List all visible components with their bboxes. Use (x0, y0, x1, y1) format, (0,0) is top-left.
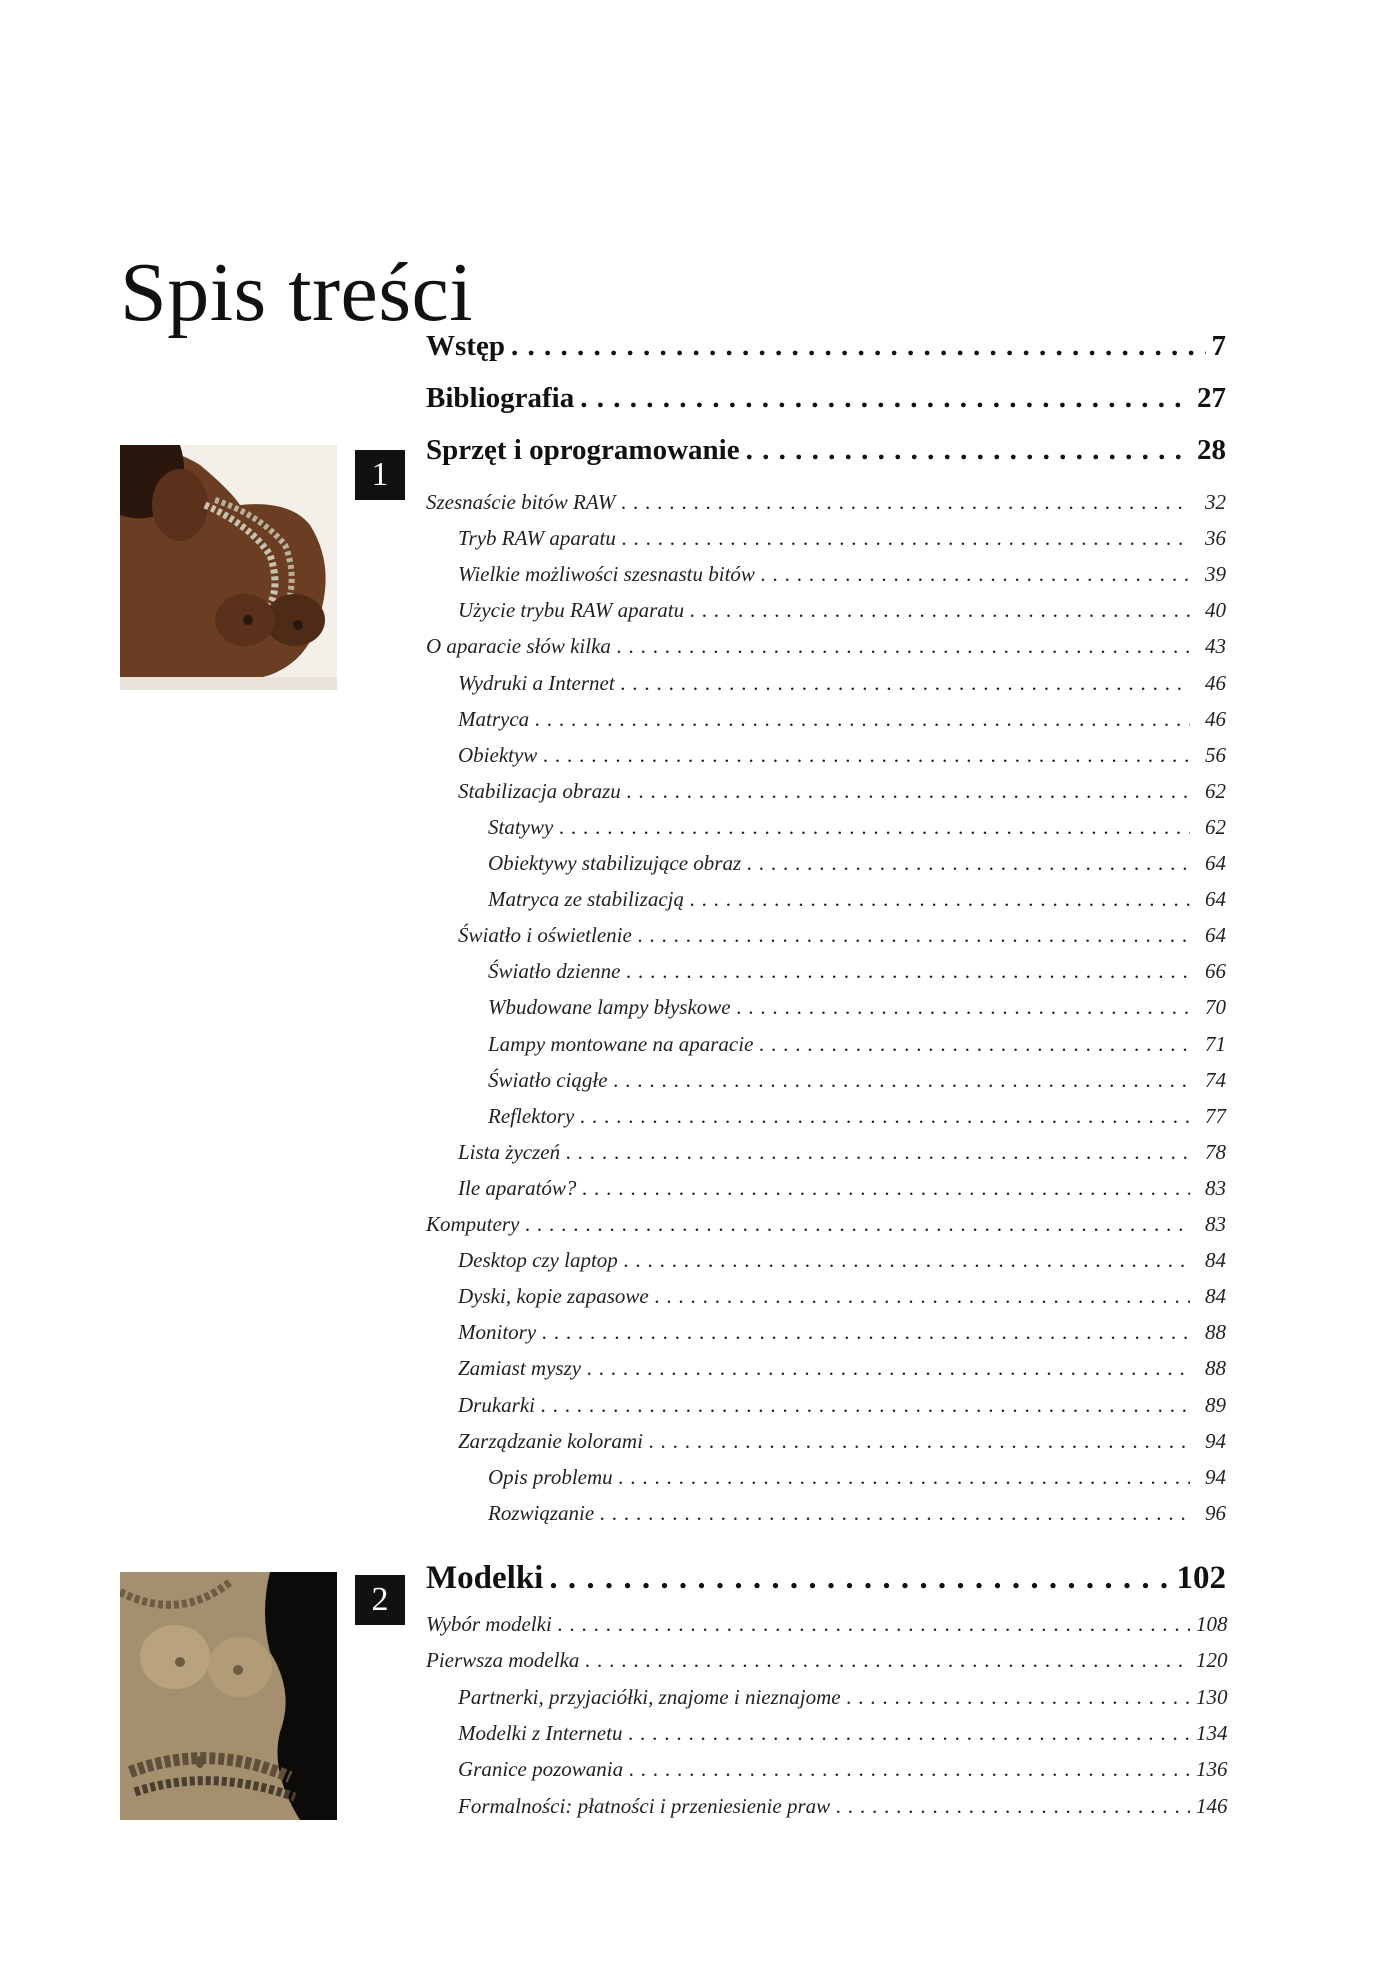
toc-entry[interactable] (426, 490, 1226, 520)
toc-entry-label: Światło ciągłe (488, 1067, 608, 1092)
toc-entry[interactable] (426, 1501, 1226, 1531)
toc-entry[interactable] (426, 1393, 1226, 1423)
chapter-photo-2 (120, 1572, 337, 1820)
toc-entry[interactable] (426, 1648, 1226, 1678)
toc-entry-label: Desktop czy laptop (458, 1248, 618, 1273)
toc-entry-page: 94 (1205, 1464, 1226, 1489)
toc-entry-label: Wbudowane lampy błyskowe (488, 995, 731, 1020)
toc-entry-page: 120 (1196, 1648, 1228, 1673)
toc-entry-label: Statywy (488, 814, 554, 839)
toc-entry[interactable] (426, 1140, 1226, 1170)
toc-entry[interactable] (426, 1794, 1226, 1824)
toc-entry-label: Komputery (426, 1212, 520, 1236)
toc-entry-page: 83 (1205, 1212, 1226, 1236)
toc-entry[interactable] (426, 671, 1226, 701)
toc-entry-label: Zarządzanie kolorami (458, 1428, 643, 1453)
toc-entry-page: 88 (1205, 1356, 1226, 1381)
toc-entry-label: Wybór modelki (426, 1612, 552, 1636)
toc-entry-page: 56 (1205, 742, 1226, 767)
toc-entry-page: 88 (1205, 1320, 1226, 1345)
toc-entry-page: 74 (1205, 1067, 1226, 1092)
toc-entry-main[interactable]: Wstęp . . . 7 (426, 330, 1226, 370)
toc-entry-label: Wielkie możliwości szesnastu bitów (458, 562, 755, 587)
toc-entry[interactable] (426, 1757, 1226, 1787)
toc-entry-label: Drukarki (458, 1392, 535, 1417)
toc-entry-page: 66 (1205, 959, 1226, 984)
toc-entry-page: 94 (1205, 1428, 1226, 1453)
toc-entry[interactable] (426, 1032, 1226, 1062)
toc-entry[interactable] (426, 1212, 1226, 1242)
toc-entry-page: 43 (1205, 634, 1226, 659)
toc-entry-page: 77 (1205, 1103, 1226, 1128)
toc-entry[interactable] (426, 779, 1226, 809)
toc-entry[interactable] (426, 562, 1226, 592)
toc-entry-label: Tryb RAW aparatu (458, 526, 616, 551)
toc-entry[interactable] (426, 923, 1226, 953)
toc-entry[interactable] (426, 1176, 1226, 1206)
toc-entry[interactable] (426, 887, 1226, 917)
toc-entry-label: Użycie trybu RAW aparatu (458, 598, 685, 623)
toc-entry[interactable] (426, 995, 1226, 1025)
toc-entry-page: 36 (1205, 526, 1226, 551)
toc-entry-label: Obiektywy stabilizujące obraz (488, 851, 742, 875)
toc-entry-page: 71 (1205, 1031, 1226, 1056)
toc-entry-label: Matryca (458, 706, 530, 731)
toc-entry-page: 89 (1205, 1392, 1226, 1417)
toc-entry-page: 136 (1196, 1757, 1228, 1782)
toc-entry[interactable] (426, 1612, 1226, 1642)
toc-entry[interactable] (426, 815, 1226, 845)
toc-entry-label: Światło dzienne (488, 959, 621, 984)
toc-entry-page: 84 (1205, 1248, 1226, 1273)
toc-entry[interactable] (426, 959, 1226, 989)
toc-entry[interactable] (426, 526, 1226, 556)
toc-entry-label: Ile aparatów? (458, 1175, 577, 1200)
toc-entry[interactable] (426, 634, 1226, 664)
toc-entry-page: 62 (1205, 778, 1226, 803)
toc-entry-page: 64 (1205, 887, 1226, 912)
toc-entry-page: 40 (1205, 598, 1226, 623)
toc-entry-label: Modelki z Internetu (458, 1720, 623, 1745)
toc-entry-page: 64 (1205, 923, 1226, 948)
chapter-number-1: 1 (355, 450, 405, 500)
toc-entry[interactable] (426, 1284, 1226, 1314)
toc-entry-page: 32 (1205, 490, 1226, 514)
toc-entry[interactable] (426, 1721, 1226, 1751)
toc-entry-label: Wydruki a Internet (458, 670, 615, 695)
toc-entry-label: O aparacie słów kilka (426, 634, 611, 659)
toc-entry-label: Reflektory (488, 1103, 575, 1128)
toc-entry-label: Monitory (458, 1320, 537, 1345)
chapter-photo-1 (120, 445, 337, 690)
toc-entry-label: Lampy montowane na aparacie (488, 1031, 754, 1056)
toc-entry-label: Rozwiązanie (488, 1500, 595, 1525)
toc-entry[interactable] (426, 1248, 1226, 1278)
toc-entry-main[interactable]: Bibliografia . . . 27 (426, 382, 1226, 422)
toc-entry[interactable] (426, 598, 1226, 628)
toc-entry-label: Formalności: płatności i przeniesienie praw (458, 1793, 831, 1818)
toc-entry-page: 39 (1205, 562, 1226, 587)
toc-entry-label: Dyski, kopie zapasowe (458, 1284, 649, 1309)
toc-entry-label: Partnerki, przyjaciółki, znajome i nieznajome (458, 1684, 841, 1709)
toc-entry-page: 78 (1205, 1139, 1226, 1164)
toc-entry-label: Szesnaście bitów RAW (426, 490, 616, 514)
toc-entry[interactable] (426, 1320, 1226, 1350)
toc-entry-chapter-1[interactable]: Sprzęt i oprogramowanie . . . 28 (426, 434, 1226, 474)
toc-entry[interactable] (426, 1465, 1226, 1495)
toc-entry-page: 46 (1205, 706, 1226, 731)
toc-entry-label: Pierwsza modelka (426, 1648, 580, 1673)
toc-entry-page: 46 (1205, 670, 1226, 695)
toc-entry-label: Zamiast myszy (458, 1356, 582, 1381)
toc-entry-page: 134 (1196, 1720, 1228, 1745)
toc-entry[interactable] (426, 1104, 1226, 1134)
toc-entry-page: 146 (1196, 1793, 1228, 1818)
toc-entry-page: 83 (1205, 1175, 1226, 1200)
toc-entry-label: Obiektyw (458, 742, 538, 767)
toc-entry-label: Opis problemu (488, 1464, 613, 1489)
toc-entry-page: 84 (1205, 1284, 1226, 1309)
toc-entry[interactable] (426, 1685, 1226, 1715)
chapter-number-2: 2 (355, 1575, 405, 1625)
toc-entry-label: Stabilizacja obrazu (458, 778, 621, 803)
toc-entry-page: 64 (1205, 851, 1226, 875)
toc-entry[interactable] (426, 743, 1226, 773)
toc-entry-label: Światło i oświetlenie (458, 923, 632, 948)
toc-entry-page: 62 (1205, 814, 1226, 839)
toc-entry-label: Lista życzeń (458, 1139, 561, 1164)
toc-entry[interactable] (426, 1429, 1226, 1459)
toc-entry-page: 96 (1205, 1500, 1226, 1525)
toc-entry[interactable] (426, 851, 1226, 881)
toc-entry-page: 108 (1196, 1612, 1228, 1636)
toc-entry-label: Matryca ze stabilizacją (488, 887, 684, 912)
toc-entry[interactable] (426, 1356, 1226, 1386)
toc-entry-page: 130 (1196, 1684, 1228, 1709)
toc-entry[interactable] (426, 1068, 1226, 1098)
toc-entry[interactable] (426, 707, 1226, 737)
page-title: Spis treści (120, 246, 474, 340)
toc-entry-chapter-2[interactable]: Modelki . . . 102 (426, 1560, 1226, 1600)
toc-entry-label: Granice pozowania (458, 1757, 624, 1782)
toc-entry-page: 70 (1205, 995, 1226, 1020)
